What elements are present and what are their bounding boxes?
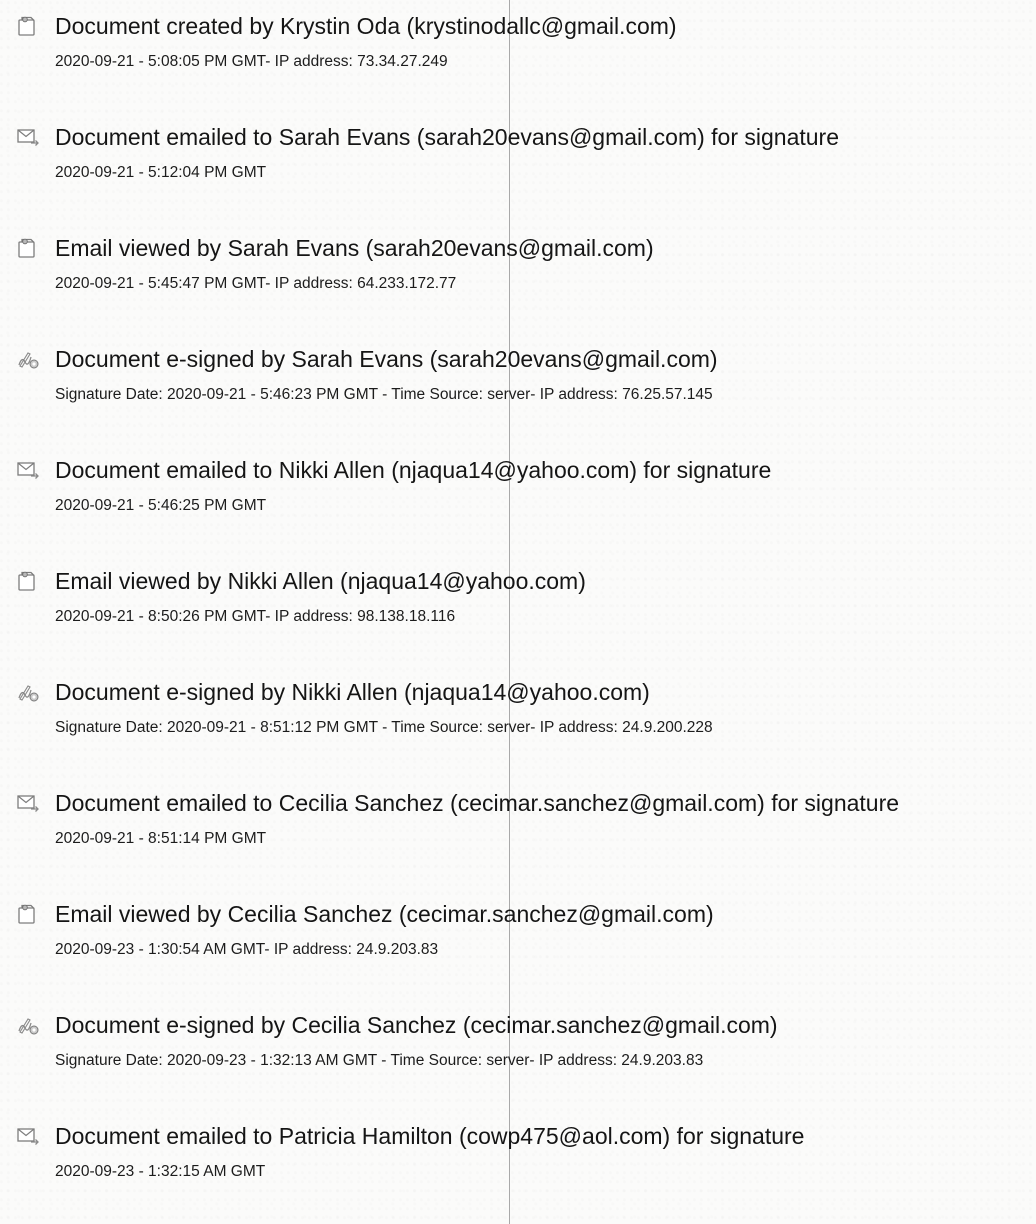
event-title: Document e-signed by Sarah Evans (sarah20evans@gmail.com) — [55, 346, 718, 372]
email-viewed-icon — [16, 237, 40, 259]
event-detail: 2020-09-21 - 5:46:25 PM GMT — [55, 497, 267, 514]
event-title: Email viewed by Nikki Allen (njaqua14@yahoo.com) — [55, 568, 586, 594]
event-detail: 2020-09-21 - 8:51:14 PM GMT — [55, 830, 267, 847]
event-detail: Signature Date: 2020-09-21 - 5:46:23 PM GMT - Time Source: server- IP address: 76.25.57.145 — [55, 386, 713, 403]
event-detail: Signature Date: 2020-09-21 - 8:51:12 PM GMT - Time Source: server- IP address: 24.9.200.228 — [55, 719, 713, 736]
email-sent-icon — [16, 1125, 40, 1147]
event-title: Document e-signed by Cecilia Sanchez (cecimar.sanchez@gmail.com) — [55, 1012, 778, 1038]
event-title: Document emailed to Patricia Hamilton (cowp475@aol.com) for signature — [55, 1123, 805, 1149]
event-detail: 2020-09-21 - 5:12:04 PM GMT — [55, 164, 267, 181]
event-title: Document emailed to Nikki Allen (njaqua14@yahoo.com) for signature — [55, 457, 772, 483]
email-sent-icon — [16, 459, 40, 481]
scan-fold-line — [509, 0, 510, 1224]
event-title: Document emailed to Cecilia Sanchez (cecimar.sanchez@gmail.com) for signature — [55, 790, 900, 816]
event-detail: 2020-09-21 - 5:45:47 PM GMT- IP address: 64.233.172.77 — [55, 275, 457, 292]
e-sign-icon — [16, 1014, 40, 1036]
email-viewed-icon — [16, 903, 40, 925]
event-detail: Signature Date: 2020-09-23 - 1:32:13 AM GMT - Time Source: server- IP address: 24.9.203.83 — [55, 1052, 704, 1069]
event-title: Email viewed by Sarah Evans (sarah20evans@gmail.com) — [55, 235, 654, 261]
event-detail: 2020-09-21 - 8:50:26 PM GMT- IP address: 98.138.18.116 — [55, 608, 456, 625]
e-sign-icon — [16, 348, 40, 370]
event-detail: 2020-09-23 - 1:30:54 AM GMT- IP address: 24.9.203.83 — [55, 941, 439, 958]
email-sent-icon — [16, 792, 40, 814]
document-created-icon — [16, 15, 40, 37]
email-viewed-icon — [16, 570, 40, 592]
event-title: Document e-signed by Nikki Allen (njaqua14@yahoo.com) — [55, 679, 650, 705]
e-sign-icon — [16, 681, 40, 703]
event-title: Document emailed to Sarah Evans (sarah20evans@gmail.com) for signature — [55, 124, 839, 150]
event-title: Email viewed by Cecilia Sanchez (cecimar.sanchez@gmail.com) — [55, 901, 714, 927]
event-title: Document created by Krystin Oda (krystinodallc@gmail.com) — [55, 13, 677, 39]
email-sent-icon — [16, 126, 40, 148]
event-detail: 2020-09-23 - 1:32:15 AM GMT — [55, 1163, 266, 1180]
event-detail: 2020-09-21 - 5:08:05 PM GMT- IP address: 73.34.27.249 — [55, 53, 448, 70]
